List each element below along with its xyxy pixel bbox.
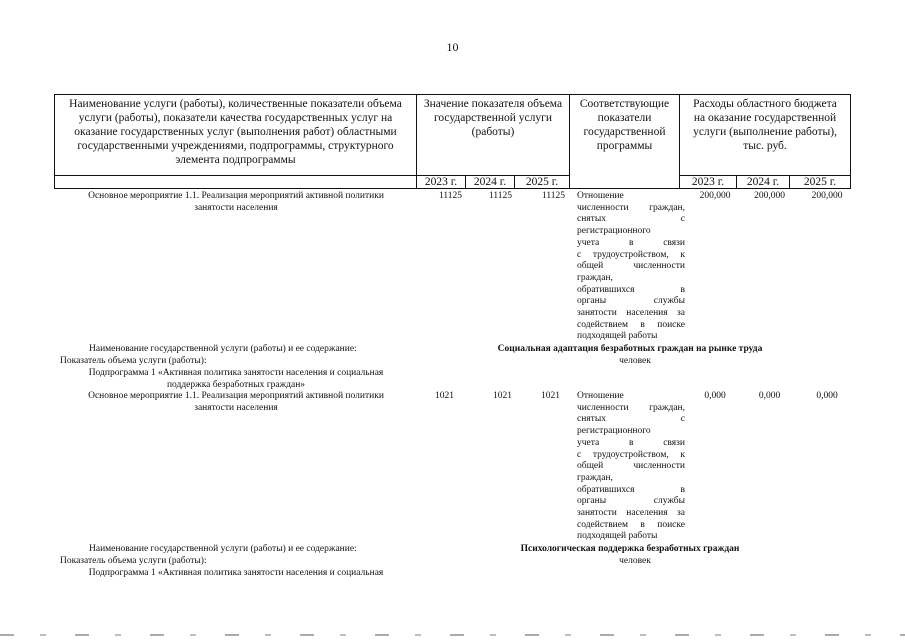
header-exp-year-2024: 2024 г. bbox=[737, 176, 790, 189]
header-year-2025: 2025 г. bbox=[515, 176, 570, 189]
block2-measure-name: Основное мероприятие 1.1. Реализация мероприятий активной политики занятости населения bbox=[88, 391, 384, 413]
header-table bbox=[54, 94, 851, 189]
block3-service-value: Психологическая поддержка безработных граждан bbox=[520, 544, 740, 554]
block1-expense-2025: 200,000 bbox=[811, 191, 843, 201]
header-exp-year-2025: 2025 г. bbox=[790, 176, 851, 189]
header-empty-cell bbox=[55, 176, 417, 189]
block1-value-2023: 11125 bbox=[438, 191, 462, 201]
block2-volume-label: Показатель объема услуги (работы): bbox=[60, 356, 207, 366]
block1-value-2024: 11125 bbox=[488, 191, 512, 201]
block2-service-label: Наименование государственной услуги (работы) и ее содержание: bbox=[89, 344, 357, 354]
header-volume-value: Значение показателя объема государственной услуги (работы) bbox=[417, 95, 570, 176]
block2-value-2023: 1021 bbox=[435, 391, 454, 401]
block2-value-2024: 1021 bbox=[493, 391, 512, 401]
block1-indicator-text: Отношение численности граждан, снятых с регистрационного учета в связи с трудоустройством, к общей численности граждан, обратившихся в органы службы занятости населения за содействием в поиске подходящей работы bbox=[577, 191, 685, 342]
block1-value-2025: 11125 bbox=[541, 191, 565, 201]
header-year-2023: 2023 г. bbox=[417, 176, 466, 189]
block2-volume-value: человек bbox=[619, 356, 651, 366]
block2-expense-2024: 0,000 bbox=[758, 391, 781, 401]
block1-measure-name: Основное мероприятие 1.1. Реализация мероприятий активной политики занятости населения bbox=[88, 191, 384, 213]
page-number: 10 bbox=[446, 40, 459, 54]
block2-value-2025: 1021 bbox=[541, 391, 560, 401]
block2-expense-2023: 0,000 bbox=[704, 391, 726, 401]
block1-expense-2023: 200,000 bbox=[699, 191, 731, 201]
block1-expense-2024: 200,000 bbox=[754, 191, 785, 201]
scan-artifact-line bbox=[0, 634, 905, 636]
block3-volume-value: человек bbox=[619, 556, 651, 566]
block2-service-value: Социальная адаптация безработных граждан на рынке труда bbox=[497, 344, 763, 354]
block2-expense-2025: 0,000 bbox=[816, 391, 838, 401]
block3-service-label: Наименование государственной услуги (работы) и ее содержание: bbox=[89, 544, 357, 554]
block2-subprogram: Подпрограмма 1 «Активная политика занятости населения и социальная поддержка безработных граждан» bbox=[88, 368, 384, 390]
header-program-indicators: Соответствующие показатели государственной программы bbox=[570, 95, 680, 189]
block3-volume-label: Показатель объема услуги (работы): bbox=[60, 556, 207, 566]
header-budget-expenses: Расходы областного бюджета на оказание государственной услуги (выполнение работы), тыс. руб. bbox=[680, 95, 851, 176]
block2-indicator-text: Отношение численности граждан, снятых с регистрационного учета в связи с трудоустройством, к общей численности граждан, обратившихся в органы службы занятости населения за содействием в поиске подходящей работы bbox=[577, 391, 685, 542]
header-service-name: Наименование услуги (работы), количественные показатели объема услуги (работы), показатели качества государственных услуг на оказание государственных услуг (выполнения работ) областными государственными учреждениями, подпрограммы, структурного элемента подпрограммы bbox=[55, 95, 417, 176]
block3-subprogram: Подпрограмма 1 «Активная политика занятости населения и социальная bbox=[88, 568, 384, 578]
header-year-2024: 2024 г. bbox=[466, 176, 515, 189]
header-exp-year-2023: 2023 г. bbox=[680, 176, 737, 189]
